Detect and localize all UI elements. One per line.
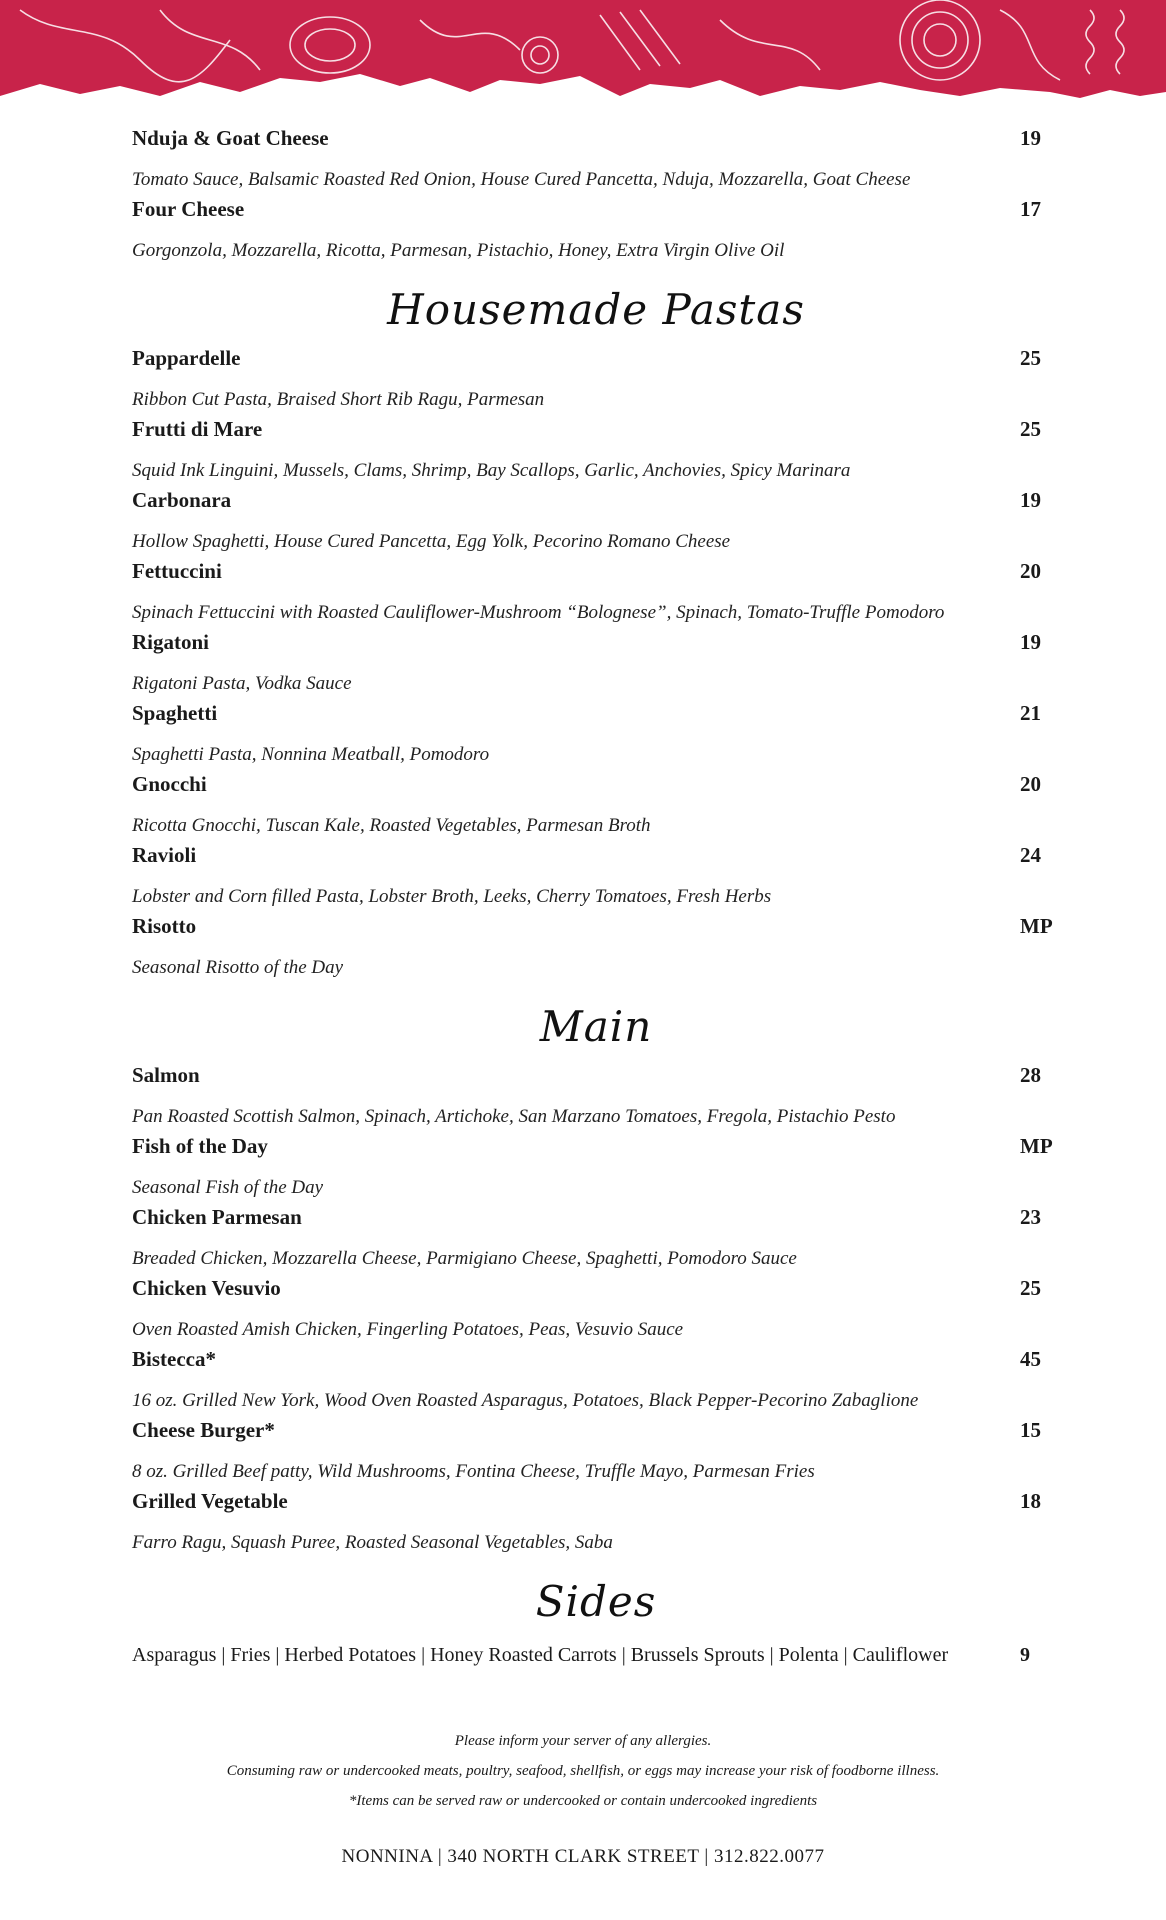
item-name: Fettuccini — [132, 559, 222, 583]
menu-item — [132, 417, 1060, 488]
sides-list: Asparagus | Fries | Herbed Potatoes | Honey Roasted Carrots | Brussels Sprouts | Polenta | Cauliflower — [132, 1644, 949, 1666]
item-name: Grilled Vegetable — [132, 1489, 288, 1513]
menu-item — [132, 772, 1060, 843]
menu-item — [132, 1205, 1060, 1276]
item-description: Gorgonzola, Mozzarella, Ricotta, Parmesan, Pistachio, Honey, Extra Virgin Olive Oil — [132, 240, 785, 261]
item-description: Tomato Sauce, Balsamic Roasted Red Onion, House Cured Pancetta, Nduja, Mozzarella, Goat Cheese — [132, 169, 911, 190]
item-name: Carbonara — [132, 488, 232, 512]
footer — [0, 1726, 1166, 1868]
item-name: Salmon — [132, 1063, 200, 1087]
item-description: Seasonal Risotto of the Day — [132, 957, 344, 978]
item-price: MP — [1020, 914, 1053, 938]
item-name: Spaghetti — [132, 701, 218, 725]
item-price: MP — [1020, 1134, 1053, 1158]
item-price: 15 — [1020, 1418, 1041, 1442]
item-description: Pan Roasted Scottish Salmon, Spinach, Artichoke, San Marzano Tomatoes, Fregola, Pistachio Pesto — [132, 1106, 896, 1127]
item-description: 8 oz. Grilled Beef patty, Wild Mushrooms, Fontina Cheese, Truffle Mayo, Parmesan Fries — [132, 1461, 815, 1482]
main-section-title: Main — [539, 1002, 653, 1051]
menu-item — [132, 197, 1060, 268]
item-name: Fish of the Day — [132, 1134, 268, 1158]
item-price: 19 — [1020, 630, 1041, 654]
item-description: Squid Ink Linguini, Mussels, Clams, Shrimp, Bay Scallops, Garlic, Anchovies, Spicy Marinara — [132, 460, 851, 481]
item-name: Chicken Vesuvio — [132, 1276, 281, 1300]
menu-item — [132, 1489, 1060, 1560]
sides-price: 9 — [1020, 1644, 1030, 1666]
item-description: Ribbon Cut Pasta, Braised Short Rib Ragu, Parmesan — [132, 389, 545, 410]
item-name: Rigatoni — [132, 630, 210, 654]
menu-item — [132, 914, 1060, 985]
item-price: 25 — [1020, 417, 1041, 441]
menu-item — [132, 1063, 1060, 1134]
sides-row — [132, 1644, 1060, 1667]
item-price: 25 — [1020, 1276, 1041, 1300]
allergy-note: Please inform your server of any allergies. — [454, 1733, 712, 1749]
pastas-section-title: Housemade Pastas — [387, 285, 805, 334]
item-price: 28 — [1020, 1063, 1041, 1087]
menu-item — [132, 1134, 1060, 1205]
item-description: Seasonal Fish of the Day — [132, 1177, 324, 1198]
item-name: Gnocchi — [132, 772, 207, 796]
item-description: Ricotta Gnocchi, Tuscan Kale, Roasted Vegetables, Parmesan Broth — [132, 815, 651, 836]
item-price: 45 — [1020, 1347, 1041, 1371]
item-name: Ravioli — [132, 843, 197, 867]
menu-content — [132, 126, 1060, 1667]
item-description: Spaghetti Pasta, Nonnina Meatball, Pomodoro — [132, 744, 490, 765]
menu-item — [132, 126, 1060, 197]
item-description: Rigatoni Pasta, Vodka Sauce — [132, 673, 352, 694]
menu-item — [132, 630, 1060, 701]
item-name: Cheese Burger* — [132, 1418, 275, 1442]
menu-item — [132, 843, 1060, 914]
item-price: 23 — [1020, 1205, 1041, 1229]
raw-food-warning: Consuming raw or undercooked meats, poultry, seafood, shellfish, or eggs may increase your risk of foodborne illness. — [226, 1763, 940, 1779]
item-description: Breaded Chicken, Mozzarella Cheese, Parmigiano Cheese, Spaghetti, Pomodoro Sauce — [132, 1248, 797, 1269]
menu-item — [132, 488, 1060, 559]
item-description: Oven Roasted Amish Chicken, Fingerling Potatoes, Peas, Vesuvio Sauce — [132, 1319, 684, 1340]
decorative-banner — [0, 0, 1166, 110]
pizza-section — [132, 126, 1060, 268]
item-price: 17 — [1020, 197, 1041, 221]
item-price: 24 — [1020, 843, 1041, 867]
menu-item — [132, 559, 1060, 630]
item-price: 20 — [1020, 772, 1041, 796]
sides-section-title: Sides — [535, 1577, 657, 1626]
restaurant-address: NONNINA | 340 NORTH CLARK STREET | 312.822.0077 — [341, 1846, 825, 1867]
item-price: 18 — [1020, 1489, 1041, 1513]
item-description: 16 oz. Grilled New York, Wood Oven Roasted Asparagus, Potatoes, Black Pepper-Pecorino Zabaglione — [132, 1390, 919, 1411]
item-name: Pappardelle — [132, 346, 241, 370]
item-name: Bistecca* — [132, 1347, 216, 1371]
asterisk-note: *Items can be served raw or undercooked or contain undercooked ingredients — [348, 1793, 818, 1809]
item-name: Frutti di Mare — [132, 417, 263, 441]
menu-item — [132, 701, 1060, 772]
item-price: 20 — [1020, 559, 1041, 583]
item-price: 19 — [1020, 126, 1041, 150]
item-description: Farro Ragu, Squash Puree, Roasted Seasonal Vegetables, Saba — [132, 1532, 613, 1553]
pastas-section — [132, 346, 1060, 985]
main-section — [132, 1063, 1060, 1560]
item-price: 21 — [1020, 701, 1041, 725]
item-name: Nduja & Goat Cheese — [132, 126, 329, 150]
menu-item — [132, 1276, 1060, 1347]
item-price: 25 — [1020, 346, 1041, 370]
item-price: 19 — [1020, 488, 1041, 512]
item-description: Hollow Spaghetti, House Cured Pancetta, Egg Yolk, Pecorino Romano Cheese — [132, 531, 731, 552]
menu-item — [132, 1418, 1060, 1489]
item-name: Risotto — [132, 914, 197, 938]
menu-item — [132, 346, 1060, 417]
item-name: Chicken Parmesan — [132, 1205, 302, 1229]
menu-item — [132, 1347, 1060, 1418]
item-name: Four Cheese — [132, 197, 245, 221]
item-description: Spinach Fettuccini with Roasted Cauliflower-Mushroom “Bolognese”, Spinach, Tomato-Truffle Pomodoro — [132, 602, 945, 623]
item-description: Lobster and Corn filled Pasta, Lobster Broth, Leeks, Cherry Tomatoes, Fresh Herbs — [132, 886, 772, 907]
